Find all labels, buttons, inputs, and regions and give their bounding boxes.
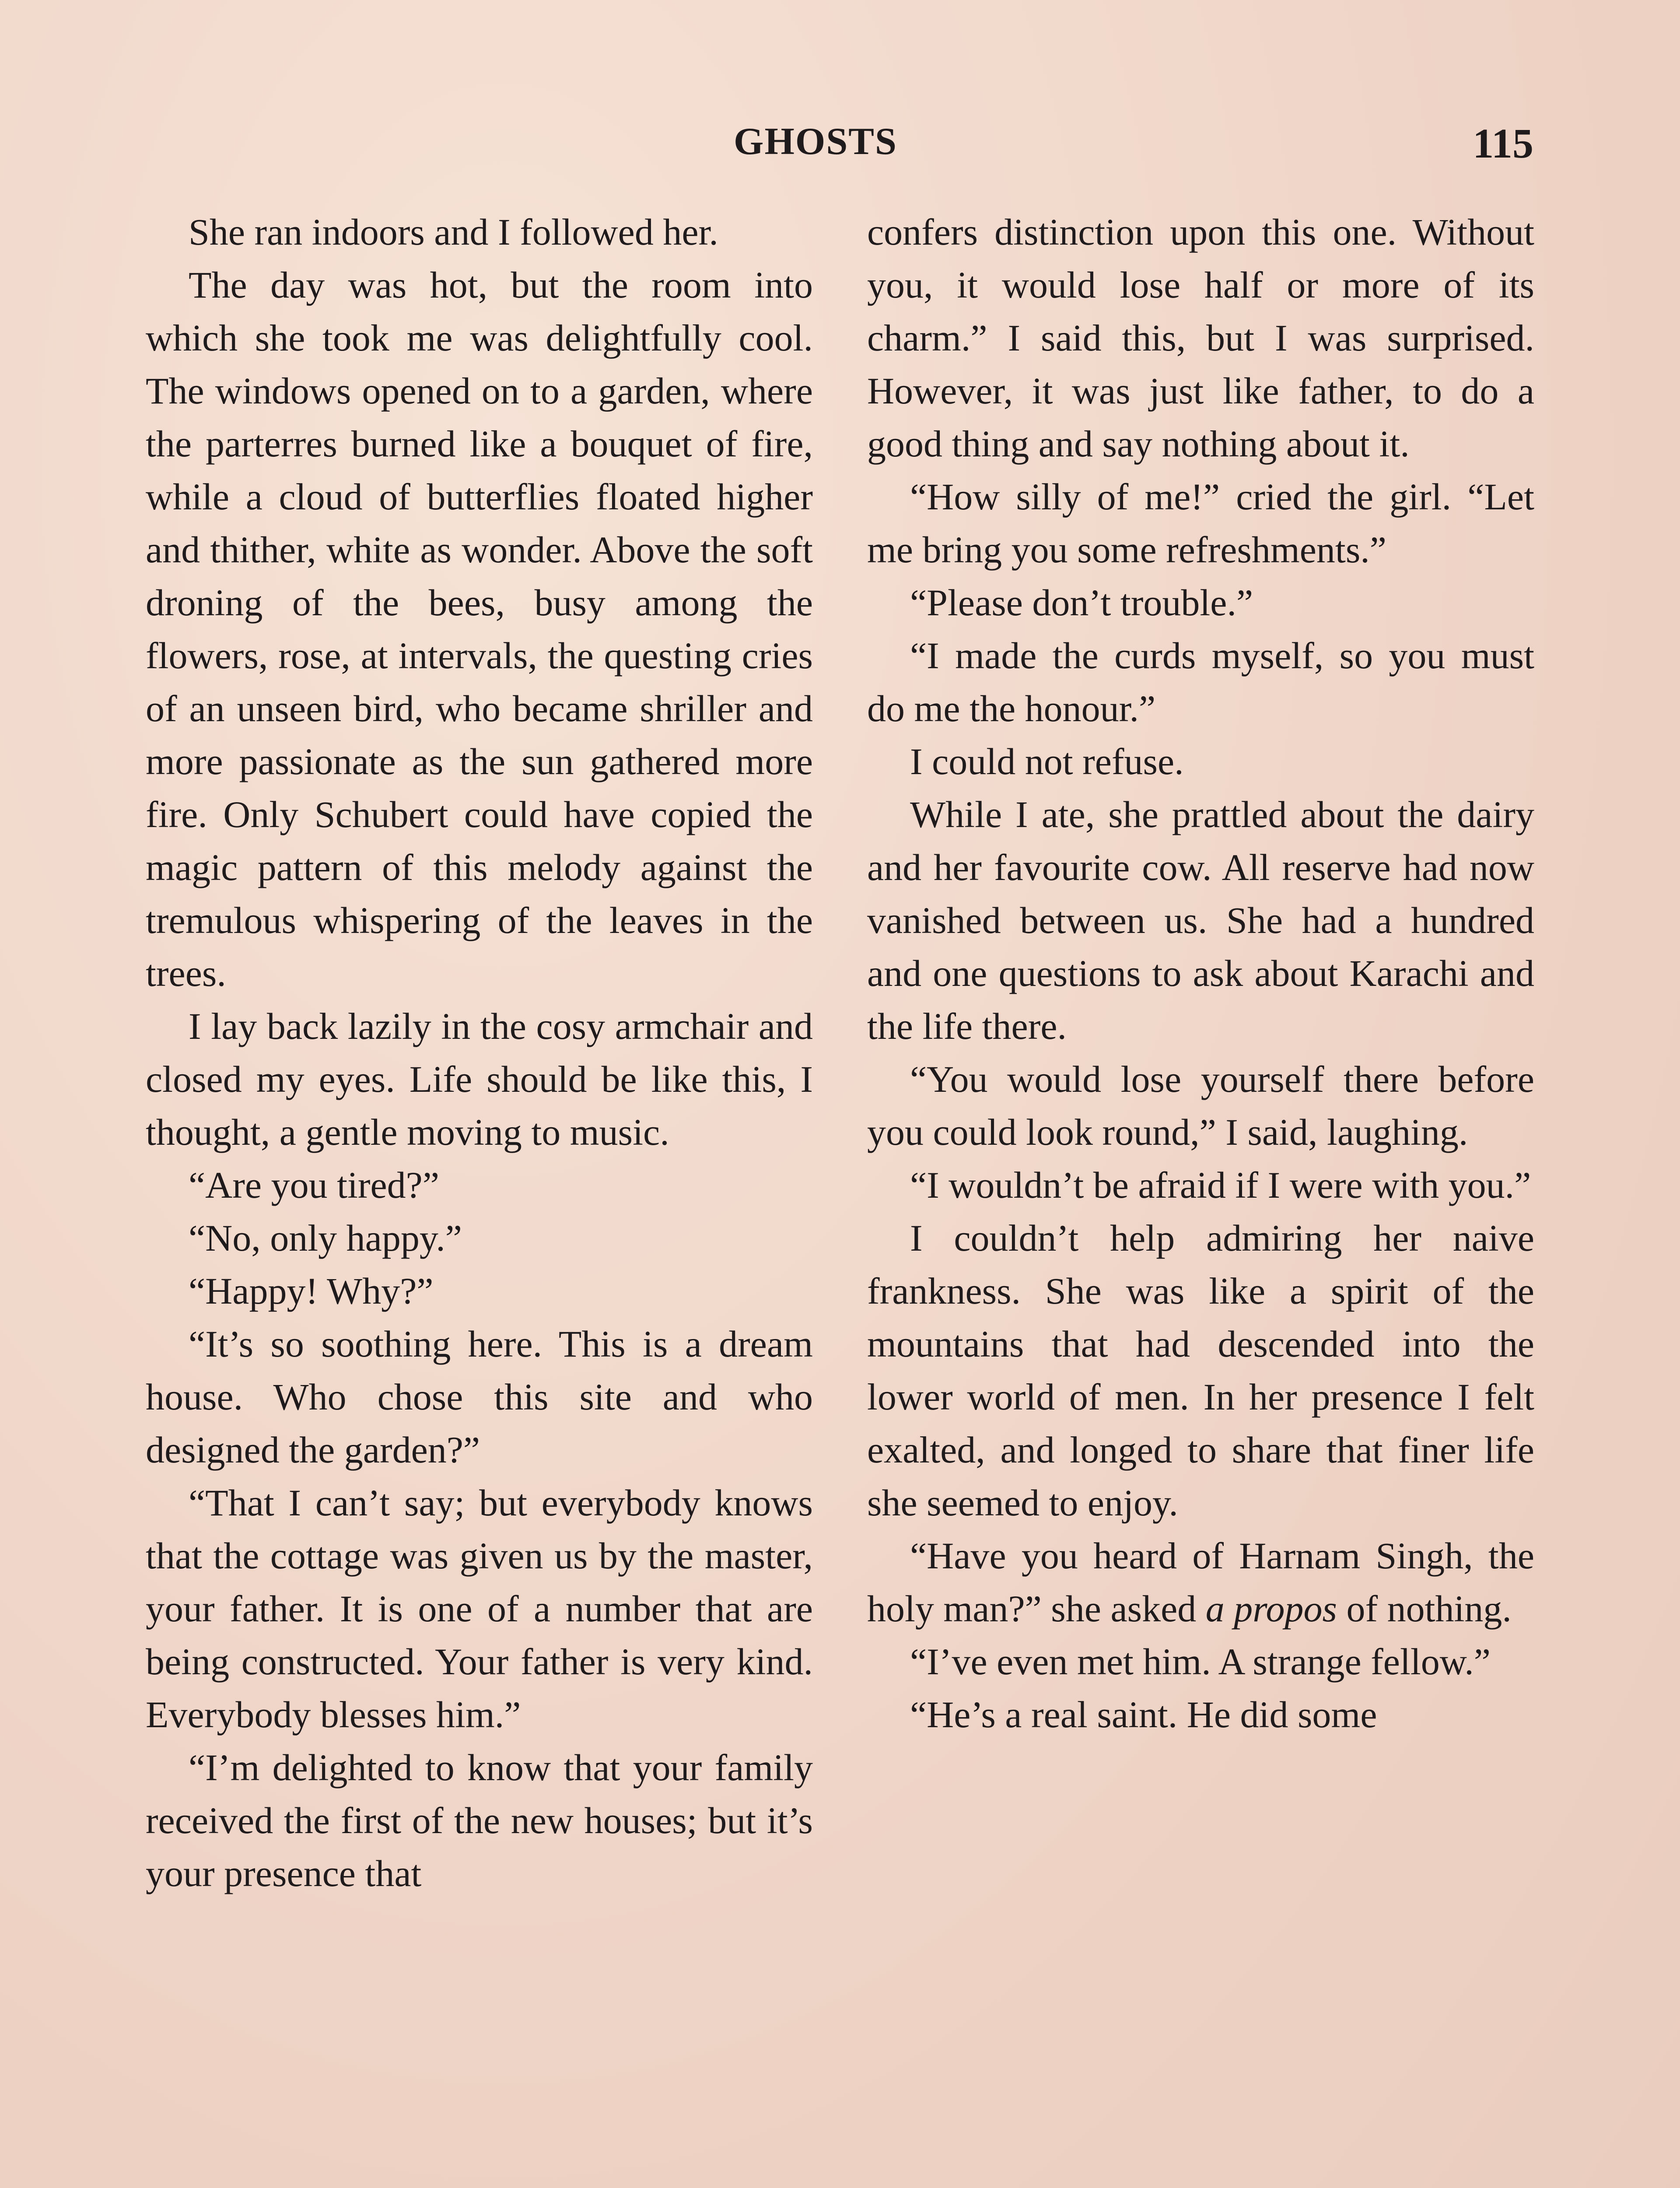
- paragraph: “I’ve even met him. A strange fellow.”: [910, 1641, 1491, 1683]
- paragraph: “Please don’t trouble.”: [910, 582, 1253, 624]
- paragraph: She ran indoors and I followed her.: [189, 211, 718, 253]
- paragraph: I couldn’t help admiring her naive frankness. She was like a spirit of the mountains that had descended into the lower world of men. In her presence I felt exalted, and longed to share that finer life she seemed to enjoy.: [867, 1217, 1534, 1524]
- text-column-left: [146, 206, 813, 1900]
- paragraph: I could not refuse.: [910, 740, 1184, 782]
- paragraph: “I’m delighted to know that your family received the first of the new houses; but it’s your presence that: [146, 1746, 813, 1894]
- paragraph-continued: confers distinction upon this one. Without you, it would lose half or more of its charm.” I said this, but I was surprised. However, it was just like father, to do a good thing and say nothing about it.: [867, 211, 1534, 465]
- paragraph-harnam-singh: [867, 1529, 1534, 1635]
- paragraph: “No, only happy.”: [189, 1217, 462, 1259]
- paragraph: “Are you tired?”: [189, 1164, 440, 1206]
- paragraph: The day was hot, but the room into which she took me was delightfully cool. The windows opened on to a garden, where the parterres burned like a bouquet of fire, while a cloud of butterflies floated higher and thither, white as wonder. Above the soft droning of the bees, busy among the flowers, rose, at intervals, the questing cries of an unseen bird, who became shriller and more passionate as the sun gathered more fire. Only Schubert could have copied the magic pattern of this melody against the tremulous whispering of the leaves in the trees.: [146, 264, 813, 994]
- paragraph: “It’s so soothing here. This is a dream house. Who chose this site and who designed the garden?”: [146, 1323, 813, 1471]
- paragraph: While I ate, she prattled about the dairy and her favourite cow. All reserve had now vanished between us. She had a hundred and one questions to ask about Karachi and the life there.: [867, 793, 1534, 1047]
- paragraph: “He’s a real saint. He did some: [910, 1694, 1377, 1736]
- text-column-right: [867, 206, 1534, 1741]
- running-head-title: GHOSTS: [734, 120, 897, 163]
- page-number: 115: [1473, 120, 1533, 167]
- paragraph-text: “Have you heard of Harnam Singh, the holy man?” she asked: [867, 1535, 1534, 1630]
- paragraph: “I made the curds myself, so you must do me the honour.”: [867, 635, 1534, 729]
- paragraph-text: of nothing.: [1337, 1588, 1512, 1630]
- paragraph: I lay back lazily in the cosy armchair and closed my eyes. Life should be like this, I thought, a gentle moving to music.: [146, 1005, 813, 1153]
- paragraph: “You would lose yourself there before you could look round,” I said, laughing.: [867, 1058, 1534, 1153]
- paragraph: “I wouldn’t be afraid if I were with you.”: [910, 1164, 1531, 1206]
- paragraph: “How silly of me!” cried the girl. “Let me bring you some refreshments.”: [867, 476, 1534, 571]
- paragraph: “Happy! Why?”: [189, 1270, 434, 1312]
- italic-phrase: a propos: [1205, 1588, 1337, 1630]
- paragraph: “That I can’t say; but everybody knows that the cottage was given us by the master, your father. It is one of a number that are being constructed. Your father is very kind. Everybody blesses him.”: [146, 1482, 813, 1736]
